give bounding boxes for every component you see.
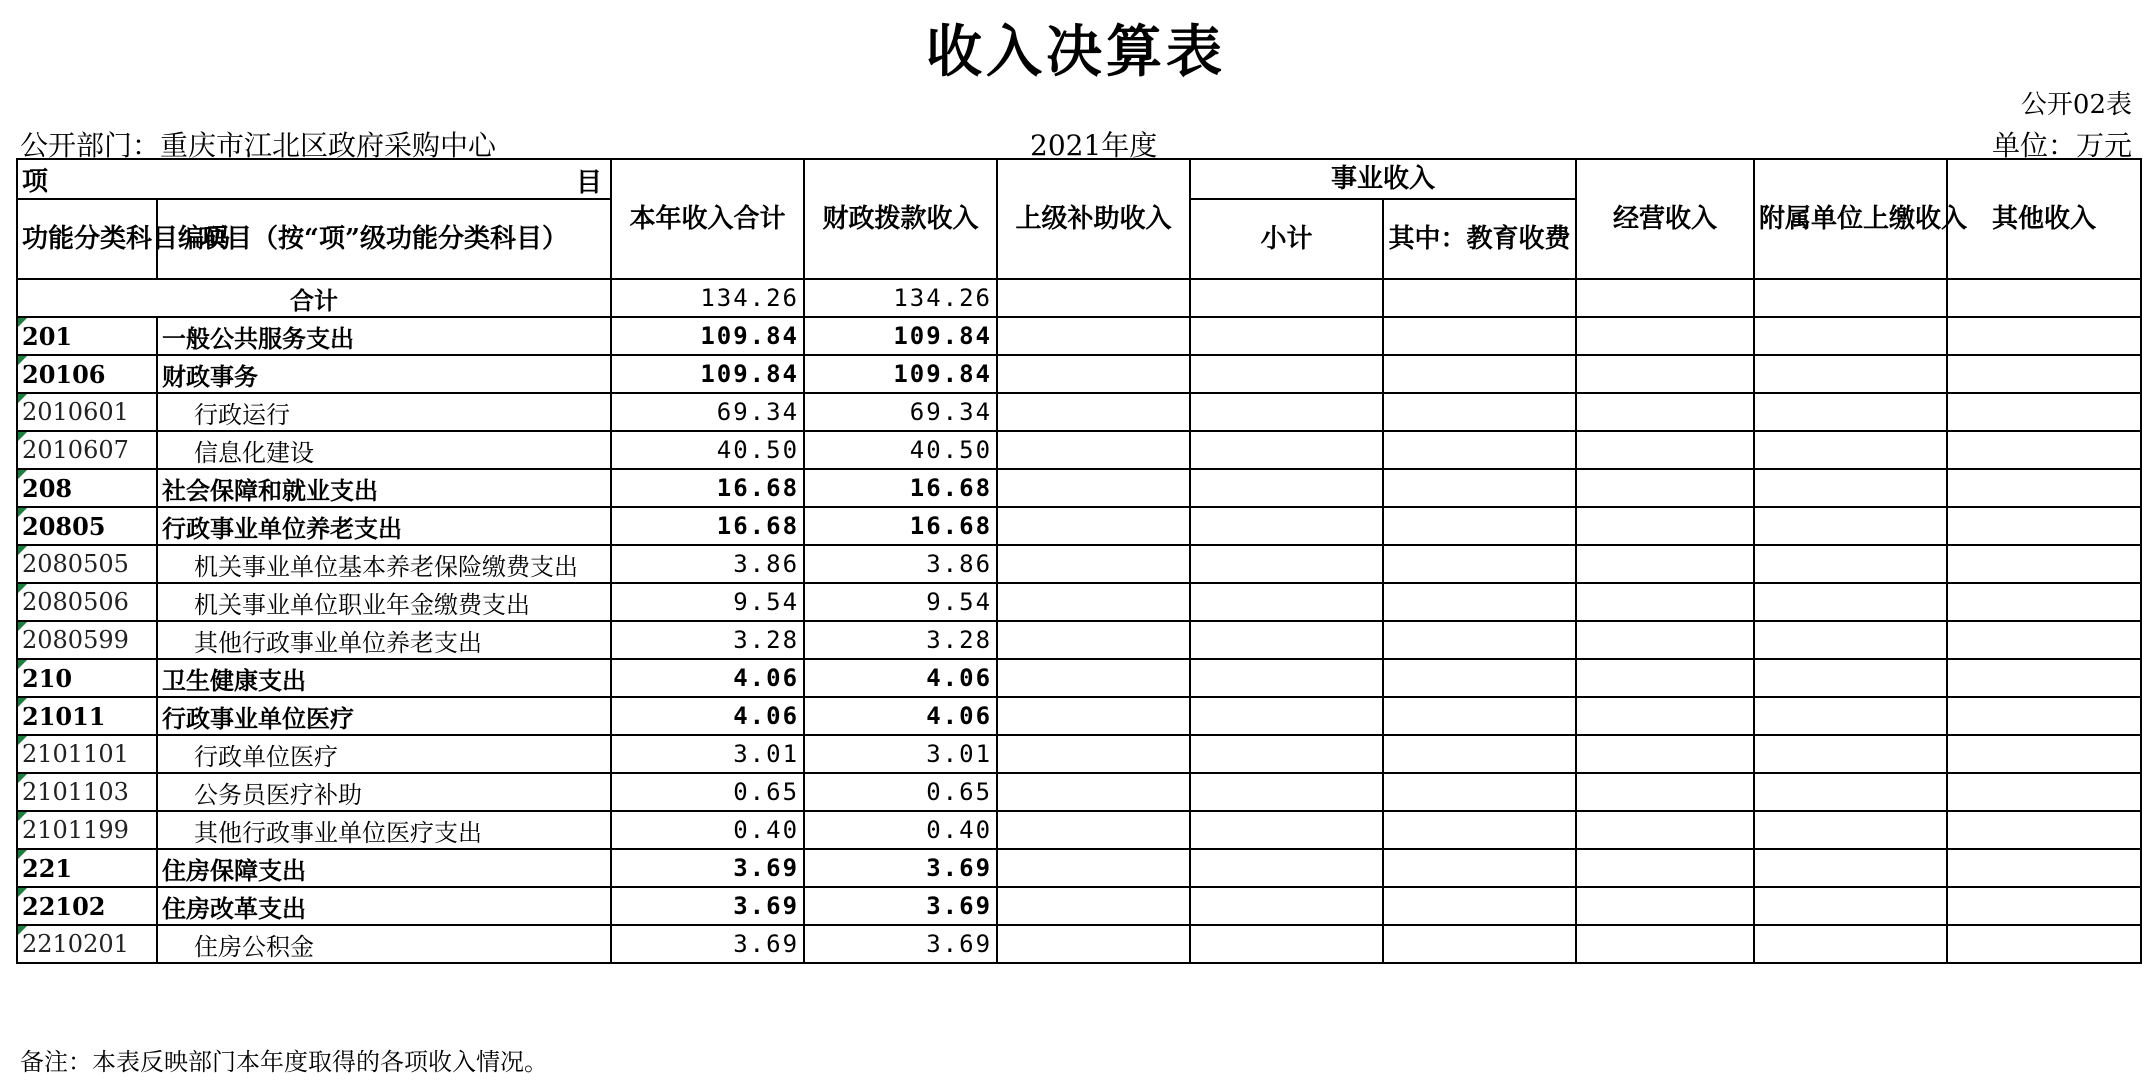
department-label: 公开部门：重庆市江北区政府采购中心 [20, 129, 497, 162]
table-row [17, 735, 2141, 773]
empty-cell [1576, 773, 1754, 811]
empty-cell [1947, 469, 2141, 507]
header-business: 事业收入 [1190, 159, 1576, 199]
empty-cell [1947, 279, 2141, 317]
empty-cell [1576, 811, 1754, 849]
empty-cell [997, 887, 1190, 925]
empty-cell [1190, 317, 1383, 355]
row-name: 住房保障支出 [157, 849, 611, 887]
empty-cell [997, 697, 1190, 735]
empty-cell [1947, 393, 2141, 431]
empty-cell [1383, 317, 1576, 355]
row-fiscal: 69.34 [804, 393, 997, 431]
empty-cell [1190, 469, 1383, 507]
form-code: 公开02表 [2020, 90, 2132, 120]
empty-cell [1754, 279, 1947, 317]
row-code: 221 [17, 849, 157, 887]
row-name: 行政事业单位养老支出 [157, 507, 611, 545]
row-total-income: 3.86 [611, 545, 804, 583]
row-fiscal: 3.69 [804, 849, 997, 887]
empty-cell [1190, 583, 1383, 621]
table-row [17, 393, 2141, 431]
row-code: 208 [17, 469, 157, 507]
empty-cell [1754, 355, 1947, 393]
row-name: 卫生健康支出 [157, 659, 611, 697]
row-total-income: 9.54 [611, 583, 804, 621]
empty-cell [997, 811, 1190, 849]
empty-cell [1947, 811, 2141, 849]
empty-cell [1383, 811, 1576, 849]
header-xiang: 项 [22, 166, 49, 197]
header-operating: 经营收入 [1576, 159, 1754, 279]
empty-cell [1754, 507, 1947, 545]
empty-cell [997, 545, 1190, 583]
row-fiscal: 4.06 [804, 697, 997, 735]
empty-cell [1947, 925, 2141, 963]
empty-cell [1383, 925, 1576, 963]
row-code: 2101103 [17, 773, 157, 811]
empty-cell [1754, 887, 1947, 925]
header-fiscal: 财政拨款收入 [804, 159, 997, 279]
empty-cell [1576, 469, 1754, 507]
row-code: 210 [17, 659, 157, 697]
row-code: 2101101 [17, 735, 157, 773]
empty-cell [997, 279, 1190, 317]
row-total-income: 3.69 [611, 849, 804, 887]
page-title: 收入决算表 [926, 20, 1226, 85]
row-fiscal: 0.65 [804, 773, 997, 811]
empty-cell [997, 925, 1190, 963]
row-name: 行政事业单位医疗 [157, 697, 611, 735]
empty-cell [1383, 545, 1576, 583]
row-fiscal: 0.40 [804, 811, 997, 849]
table-row [17, 583, 2141, 621]
empty-cell [1576, 279, 1754, 317]
empty-cell [1754, 849, 1947, 887]
row-total-income: 16.68 [611, 469, 804, 507]
table-row [17, 507, 2141, 545]
empty-cell [1190, 507, 1383, 545]
row-fiscal: 3.69 [804, 887, 997, 925]
empty-cell [1190, 887, 1383, 925]
row-fiscal: 109.84 [804, 317, 997, 355]
empty-cell [1947, 773, 2141, 811]
row-name: 行政单位医疗 [157, 735, 611, 773]
table-row [17, 659, 2141, 697]
empty-cell [1383, 697, 1576, 735]
header-subtotal: 小计 [1190, 199, 1383, 279]
empty-cell [1754, 773, 1947, 811]
empty-cell [1754, 393, 1947, 431]
table-row [17, 887, 2141, 925]
empty-cell [1383, 507, 1576, 545]
row-total-income: 69.34 [611, 393, 804, 431]
empty-cell [1754, 317, 1947, 355]
header-affiliate: 附属单位上缴收入 [1754, 159, 1947, 279]
row-fiscal: 9.54 [804, 583, 997, 621]
row-fiscal: 40.50 [804, 431, 997, 469]
empty-cell [1947, 887, 2141, 925]
empty-cell [1383, 393, 1576, 431]
row-total-income: 109.84 [611, 317, 804, 355]
row-total-income: 3.28 [611, 621, 804, 659]
row-code: 21011 [17, 697, 157, 735]
row-code: 2101199 [17, 811, 157, 849]
empty-cell [1383, 659, 1576, 697]
row-fiscal: 109.84 [804, 355, 997, 393]
empty-cell [1754, 469, 1947, 507]
empty-cell [1576, 317, 1754, 355]
table-row [17, 697, 2141, 735]
row-fiscal: 4.06 [804, 659, 997, 697]
empty-cell [1576, 355, 1754, 393]
header-education: 其中：教育收费 [1383, 199, 1576, 279]
row-name: 其他行政事业单位医疗支出 [157, 811, 611, 849]
row-total-income: 0.65 [611, 773, 804, 811]
row-fiscal: 3.28 [804, 621, 997, 659]
empty-cell [1947, 659, 2141, 697]
row-total-income: 109.84 [611, 355, 804, 393]
row-code: 20805 [17, 507, 157, 545]
empty-cell [997, 621, 1190, 659]
empty-cell [1383, 773, 1576, 811]
empty-cell [1576, 545, 1754, 583]
row-fiscal: 3.01 [804, 735, 997, 773]
empty-cell [997, 773, 1190, 811]
empty-cell [1754, 697, 1947, 735]
empty-cell [1947, 621, 2141, 659]
row-total-income: 40.50 [611, 431, 804, 469]
table-row [17, 773, 2141, 811]
empty-cell [1576, 925, 1754, 963]
row-code: 2080505 [17, 545, 157, 583]
empty-cell [1947, 697, 2141, 735]
empty-cell [1190, 773, 1383, 811]
row-name: 财政事务 [157, 355, 611, 393]
empty-cell [1383, 355, 1576, 393]
header-func-code: 功能分类科目编码 [17, 199, 157, 279]
empty-cell [997, 355, 1190, 393]
total-income-value: 134.26 [611, 279, 804, 317]
empty-cell [1576, 507, 1754, 545]
row-code: 22102 [17, 887, 157, 925]
row-total-income: 4.06 [611, 697, 804, 735]
empty-cell [1576, 621, 1754, 659]
table-row [17, 469, 2141, 507]
empty-cell [1190, 811, 1383, 849]
empty-cell [1754, 545, 1947, 583]
table-row [17, 317, 2141, 355]
empty-cell [1947, 849, 2141, 887]
row-code: 2210201 [17, 925, 157, 963]
empty-cell [1190, 849, 1383, 887]
empty-cell [1576, 849, 1754, 887]
empty-cell [1947, 545, 2141, 583]
empty-cell [1947, 355, 2141, 393]
empty-cell [1190, 735, 1383, 773]
empty-cell [1190, 621, 1383, 659]
empty-cell [1947, 583, 2141, 621]
footnote: 备注：本表反映部门本年度取得的各项收入情况。 [20, 1048, 548, 1076]
empty-cell [1947, 507, 2141, 545]
header-project: 项目（按“项”级功能分类科目） [157, 199, 611, 279]
empty-cell [1576, 697, 1754, 735]
total-fiscal-value: 134.26 [804, 279, 997, 317]
row-total-income: 3.01 [611, 735, 804, 773]
empty-cell [1190, 431, 1383, 469]
empty-cell [1190, 355, 1383, 393]
empty-cell [1190, 545, 1383, 583]
empty-cell [1190, 279, 1383, 317]
empty-cell [1754, 431, 1947, 469]
row-name: 公务员医疗补助 [157, 773, 611, 811]
header-other: 其他收入 [1947, 159, 2141, 279]
total-row [17, 279, 2141, 317]
row-fiscal: 3.69 [804, 925, 997, 963]
row-name: 一般公共服务支出 [157, 317, 611, 355]
table-row [17, 621, 2141, 659]
empty-cell [997, 659, 1190, 697]
row-fiscal: 3.86 [804, 545, 997, 583]
empty-cell [1754, 659, 1947, 697]
income-table [16, 158, 2142, 964]
empty-cell [997, 735, 1190, 773]
empty-cell [1754, 925, 1947, 963]
empty-cell [1383, 279, 1576, 317]
total-label: 合计 [17, 279, 611, 317]
row-name: 其他行政事业单位养老支出 [157, 621, 611, 659]
empty-cell [1383, 887, 1576, 925]
empty-cell [997, 469, 1190, 507]
row-name: 机关事业单位职业年金缴费支出 [157, 583, 611, 621]
empty-cell [1576, 887, 1754, 925]
empty-cell [1190, 697, 1383, 735]
empty-cell [1576, 735, 1754, 773]
row-fiscal: 16.68 [804, 507, 997, 545]
table-row [17, 355, 2141, 393]
table-row [17, 849, 2141, 887]
row-code: 201 [17, 317, 157, 355]
empty-cell [1576, 659, 1754, 697]
header-mu: 目 [576, 168, 603, 198]
header-project-span [17, 159, 611, 199]
row-total-income: 4.06 [611, 659, 804, 697]
empty-cell [1190, 659, 1383, 697]
row-fiscal: 16.68 [804, 469, 997, 507]
row-code: 2010601 [17, 393, 157, 431]
empty-cell [1576, 583, 1754, 621]
row-code: 2080599 [17, 621, 157, 659]
empty-cell [1383, 621, 1576, 659]
empty-cell [1383, 735, 1576, 773]
empty-cell [997, 849, 1190, 887]
empty-cell [1947, 317, 2141, 355]
empty-cell [1947, 431, 2141, 469]
empty-cell [1383, 583, 1576, 621]
year-label: 2021年度 [1030, 129, 1158, 162]
empty-cell [1383, 431, 1576, 469]
header-superior: 上级补助收入 [997, 159, 1190, 279]
empty-cell [997, 393, 1190, 431]
empty-cell [1383, 469, 1576, 507]
row-total-income: 3.69 [611, 925, 804, 963]
empty-cell [997, 507, 1190, 545]
table-row [17, 925, 2141, 963]
header-total-income: 本年收入合计 [611, 159, 804, 279]
row-name: 机关事业单位基本养老保险缴费支出 [157, 545, 611, 583]
row-name: 信息化建设 [157, 431, 611, 469]
row-name: 社会保障和就业支出 [157, 469, 611, 507]
empty-cell [1754, 621, 1947, 659]
table-row [17, 811, 2141, 849]
row-total-income: 3.69 [611, 887, 804, 925]
row-code: 2080506 [17, 583, 157, 621]
row-total-income: 0.40 [611, 811, 804, 849]
empty-cell [1576, 431, 1754, 469]
row-name: 行政运行 [157, 393, 611, 431]
empty-cell [1947, 735, 2141, 773]
empty-cell [997, 583, 1190, 621]
empty-cell [1576, 393, 1754, 431]
empty-cell [1190, 393, 1383, 431]
empty-cell [1190, 925, 1383, 963]
empty-cell [997, 317, 1190, 355]
empty-cell [997, 431, 1190, 469]
row-code: 20106 [17, 355, 157, 393]
empty-cell [1754, 811, 1947, 849]
row-total-income: 16.68 [611, 507, 804, 545]
empty-cell [1754, 735, 1947, 773]
empty-cell [1754, 583, 1947, 621]
table-row [17, 431, 2141, 469]
unit-label: 单位：万元 [1991, 129, 2132, 162]
row-name: 住房改革支出 [157, 887, 611, 925]
empty-cell [1383, 849, 1576, 887]
row-name: 住房公积金 [157, 925, 611, 963]
row-code: 2010607 [17, 431, 157, 469]
table-row [17, 545, 2141, 583]
